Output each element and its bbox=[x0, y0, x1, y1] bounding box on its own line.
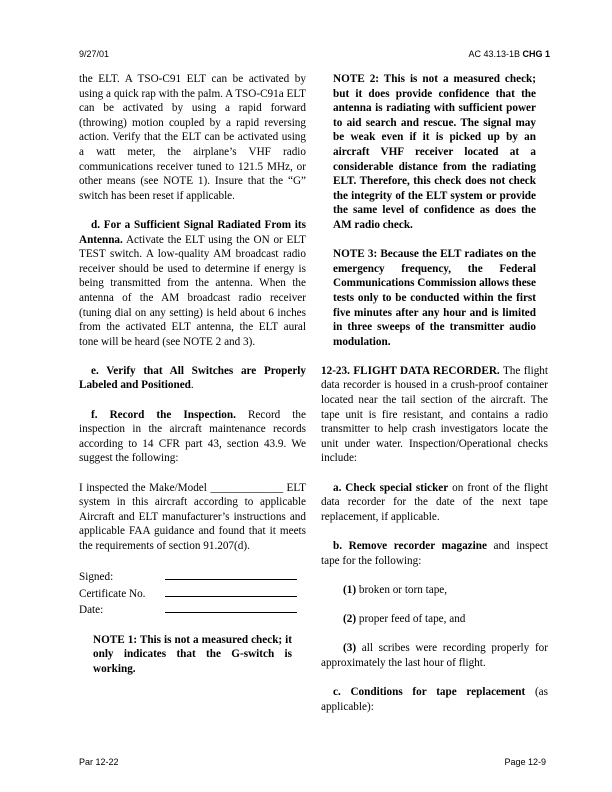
signed-row bbox=[79, 568, 306, 585]
date-row bbox=[79, 601, 306, 618]
paragraph-d-heading: d. For a Sufficient Signal Radiated From its Antenna. bbox=[79, 218, 306, 246]
paragraph-a-text: on front of the flight data recorder for the date of the next tape replacement, if applicable. bbox=[321, 481, 548, 523]
paragraph-a-heading: a. Check special sticker bbox=[333, 481, 449, 494]
left-column bbox=[79, 72, 306, 676]
certificate-label: Certificate No. bbox=[79, 587, 146, 600]
certificate-line bbox=[165, 585, 297, 597]
paragraph-b-text: and inspect tape for the following: bbox=[321, 540, 548, 567]
note-3: NOTE 3: Because the ELT radiates on the emergency frequency, the Federal Communications Commission allows these tests only to be conducted within the first five minutes after any hour and is limited in three sweeps of the transmitter audio modulation. bbox=[333, 248, 536, 348]
item-b1-text: broken or torn tape, bbox=[356, 583, 448, 596]
header-ac-number: AC 43.13-1B bbox=[468, 49, 520, 59]
paragraph-c-text: (as applicable): bbox=[321, 685, 548, 713]
paragraph-c bbox=[321, 685, 548, 714]
paragraph-elt-activation: the ELT. A TSO-C91 ELT can be activated by using a quick rap with the palm. A TSO-C91a ELT can be activated by using a rapid forward (throwing) motion coupled by a rapid reversing action. Verify that the ELT can be activated using a watt meter, the airplane’s VHF radio communications receiver tuned to 121.5 MHz, or other means (see NOTE 1). Insure that the “G” switch has been reset if applicable. bbox=[79, 73, 306, 202]
paragraph-f-heading: f. Record the Inspection. bbox=[91, 408, 236, 421]
item-b1 bbox=[321, 583, 548, 598]
date-line bbox=[165, 601, 297, 613]
signed-line bbox=[165, 568, 297, 580]
paragraph-e bbox=[79, 364, 306, 393]
note-2: NOTE 2: This is not a measured check; but it does provide confidence that the antenna is radiating with sufficient power to aid search and rescue. The signal may be weak even if it is picked up by an aircraft VHF receiver located at a considerable distance from the radiating ELT. Therefore, this check does not check the integrity of the ELT system or provide the same level of confidence as does the AM radio check. bbox=[333, 73, 536, 231]
item-b2-text: proper feed of tape, and bbox=[356, 612, 466, 625]
paragraph-b bbox=[321, 539, 548, 568]
footer-page-number: Page 12-9 bbox=[504, 757, 546, 767]
section-12-23-text: The flight data recorder is housed in a crush-proof container located near the tail section of the aircraft. The tape unit is fire resistant, and contains a radio transmitter to help crash investigators locate the unit under water. Inspection/Operational checks include: bbox=[321, 364, 548, 465]
item-b2 bbox=[321, 612, 548, 627]
signed-label: Signed: bbox=[79, 571, 114, 584]
paragraph-b-heading: b. Remove recorder magazine bbox=[333, 540, 487, 552]
section-12-23-heading: 12-23. FLIGHT DATA RECORDER. bbox=[321, 364, 500, 377]
date-label: Date: bbox=[79, 604, 104, 617]
item-b3 bbox=[321, 641, 548, 670]
certificate-row bbox=[79, 585, 306, 602]
item-b1-number: (1) bbox=[343, 583, 357, 596]
paragraph-d bbox=[79, 218, 306, 349]
section-12-23 bbox=[321, 364, 548, 466]
header-doc-id bbox=[468, 49, 550, 59]
paragraph-f bbox=[79, 408, 306, 466]
paragraph-e-heading: e. Verify that All Switches are Properly Labeled and Positioned bbox=[79, 364, 306, 392]
header-date: 9/27/01 bbox=[79, 49, 110, 59]
paragraph-f-text: Record the inspection in the aircraft maintenance records according to 14 CFR part 43, section 43.9. We suggest the following: bbox=[79, 408, 306, 465]
header-change: CHG 1 bbox=[522, 49, 550, 59]
paragraph-e-text: . bbox=[190, 379, 194, 392]
item-b3-text: all scribes were recording properly for approximately the last hour of flight. bbox=[321, 642, 548, 669]
note-1: NOTE 1: This is not a measured check; it only indicates that the G-switch is working. bbox=[93, 633, 292, 675]
right-column bbox=[321, 72, 548, 714]
paragraph-d-text: Activate the ELT using the ON or ELT TEST switch. A low-quality AM broadcast radio receiver should be used to determine if energy is being transmitted from the antenna. When the antenna of the AM broadcast radio receiver (tuning dial on any setting) is held about 6 inches from the activated ELT antenna, the ELT aural tone will be heard (see NOTE 2 and 3). bbox=[79, 233, 306, 348]
item-b2-number: (2) bbox=[343, 612, 357, 625]
footer-paragraph-ref: Par 12-22 bbox=[79, 757, 119, 767]
paragraph-a bbox=[321, 481, 548, 525]
paragraph-c-heading: c. Conditions for tape replacement bbox=[333, 685, 526, 698]
inspection-statement: I inspected the Make/Model _____________ ELT system in this aircraft according to applicable Aircraft and ELT manufacturer’s instructions and applicable FAA guidance and found that it meets the requirements of section 91.207(d). bbox=[79, 481, 306, 552]
item-b3-number: (3) bbox=[343, 642, 357, 655]
